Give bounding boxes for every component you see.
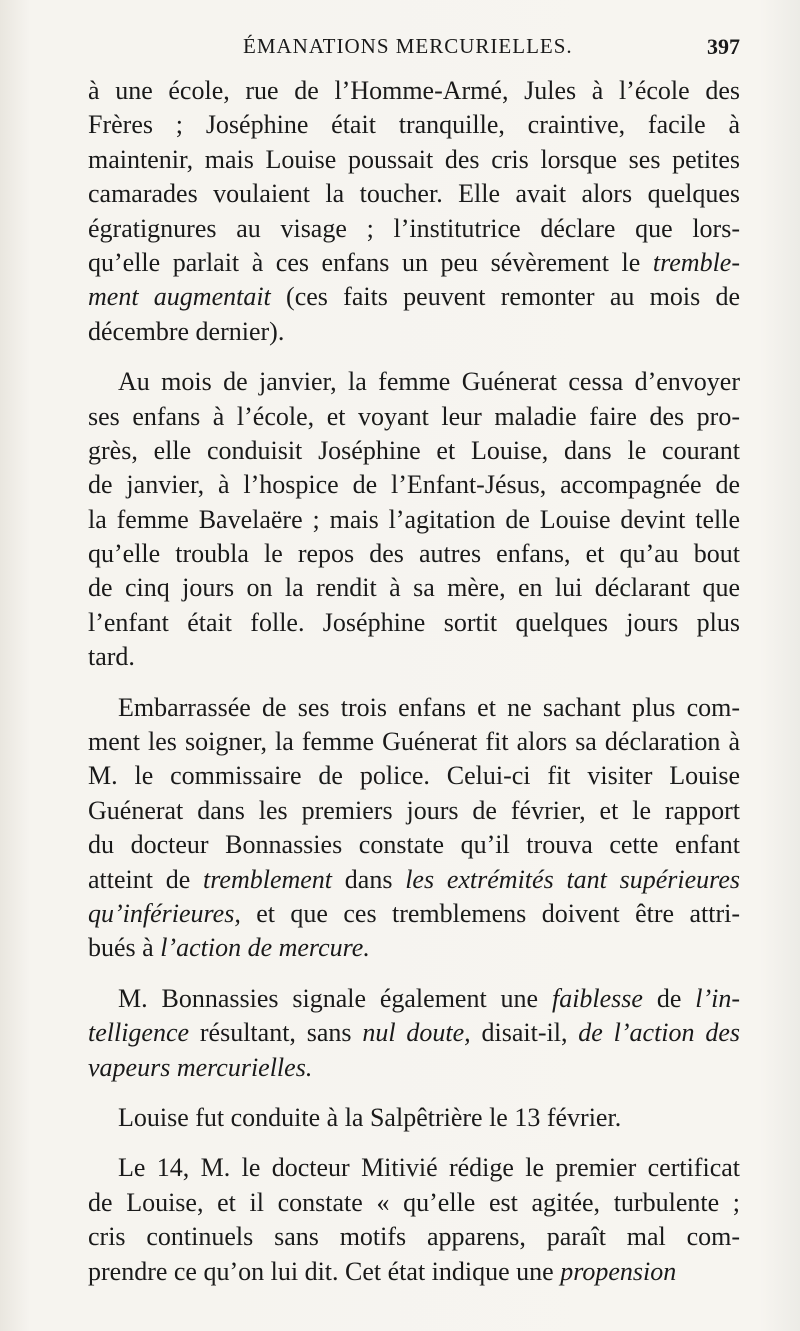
paragraph — [88, 1151, 740, 1289]
text-line — [88, 177, 740, 211]
text-line — [88, 400, 740, 434]
text-line — [88, 691, 740, 725]
text-run: M. Bonnassies signale également une — [118, 983, 552, 1013]
text-line — [88, 108, 740, 142]
text-line — [88, 537, 740, 571]
text-run: qu’elle troubla le repos des autres enfans, et qu’au bout — [88, 539, 740, 569]
text-run: de — [642, 983, 696, 1013]
page-number: 397 — [707, 34, 740, 59]
text-run: et que ces tremblemens doivent être attri- — [240, 898, 740, 928]
text-line — [88, 1101, 740, 1135]
text-run: cris continuels sans motifs apparens, paraît mal com- — [88, 1222, 740, 1252]
text-line — [88, 365, 740, 399]
text-line — [88, 725, 740, 759]
text-line — [88, 280, 740, 314]
paragraph — [88, 74, 740, 349]
text-run: Le 14, M. le docteur Mitivié rédige le premier certificat — [118, 1153, 740, 1183]
paragraph-gap — [88, 1135, 740, 1151]
text-line — [88, 246, 740, 280]
text-run: Guénerat dans les premiers jours de février, et le rapport — [88, 795, 740, 825]
text-run: prendre ce qu’on lui dit. Cet état indique une — [88, 1256, 561, 1286]
text-run: décembre dernier). — [88, 316, 285, 346]
text-line — [88, 143, 740, 177]
running-title: ÉMANATIONS MERCURIELLES. — [243, 34, 573, 58]
italic-text: tremble- — [652, 247, 740, 277]
text-run: l’enfant était folle. Joséphine sortit quelques jours plus — [88, 607, 740, 637]
text-run: bués à — [88, 933, 161, 963]
text-run: de Louise, et il constate « qu’elle est agitée, turbulente ; — [88, 1187, 740, 1217]
text-run: Au mois de janvier, la femme Guénerat cessa d’envoyer — [118, 367, 740, 397]
text-line — [88, 828, 740, 862]
text-line — [88, 503, 740, 537]
paragraph-gap — [88, 349, 740, 365]
paragraph-gap — [88, 1085, 740, 1101]
text-run: résultant, sans — [189, 1018, 363, 1048]
text-line — [88, 1220, 740, 1254]
italic-text: tremblement — [203, 864, 333, 894]
italic-text: propension — [560, 1256, 677, 1286]
text-run: de janvier, à l’hospice de l’Enfant-Jésus, accompagnée de — [88, 470, 740, 500]
text-line — [88, 315, 740, 349]
text-line — [88, 1051, 740, 1085]
text-line — [88, 897, 740, 931]
text-run: Embarrassée de ses trois enfans et ne sachant plus com- — [118, 692, 740, 722]
italic-text: les extrémités tant supérieures — [405, 864, 740, 894]
text-run: tard. — [88, 642, 135, 672]
text-run: dans — [332, 864, 406, 894]
text-line — [88, 74, 740, 108]
text-line — [88, 863, 740, 897]
italic-text: qu’inférieures, — [88, 898, 241, 928]
italic-text: vapeurs mercurielles. — [88, 1052, 313, 1082]
paragraph — [88, 691, 740, 966]
body-text — [88, 74, 740, 1289]
text-run: du docteur Bonnassies constate qu’il trouva cette enfant — [88, 830, 740, 860]
text-run: maintenir, mais Louise poussait des cris lorsque ses petites — [88, 144, 740, 174]
text-line — [88, 1016, 740, 1050]
text-run: la femme Bavelaëre ; mais l’agitation de Louise devint telle — [88, 504, 740, 534]
text-run: M. le commissaire de police. Celui-ci fit visiter Louise — [88, 761, 740, 791]
paragraph-gap — [88, 966, 740, 982]
text-run: atteint de — [88, 864, 204, 894]
paragraph — [88, 1101, 740, 1135]
text-line — [88, 212, 740, 246]
text-line — [88, 434, 740, 468]
text-run: égratignures au visage ; l’institutrice déclare que lors- — [88, 213, 740, 243]
text-line — [88, 1255, 740, 1289]
italic-text: de l’action des — [578, 1018, 741, 1048]
text-run: à une école, rue de l’Homme-Armé, Jules à l’école des — [88, 76, 740, 105]
text-run: qu’elle parlait à ces enfans un peu sévèrement le — [88, 247, 653, 277]
text-line — [88, 571, 740, 605]
text-run: (ces faits peuvent remonter au mois de — [270, 282, 741, 312]
text-line — [88, 640, 740, 674]
text-run: grès, elle conduisit Joséphine et Louise, dans le courant — [88, 435, 740, 465]
text-run: de cinq jours on la rendit à sa mère, en lui déclarant que — [88, 573, 740, 603]
paragraph — [88, 365, 740, 675]
italic-text: l’action de mercure. — [160, 933, 370, 963]
text-line — [88, 794, 740, 828]
paragraph — [88, 982, 740, 1085]
italic-text: nul doute, — [362, 1018, 471, 1048]
italic-text: telligence — [88, 1018, 190, 1048]
text-line — [88, 931, 740, 965]
text-run: disait-il, — [470, 1018, 579, 1048]
text-line — [88, 982, 740, 1016]
text-run: Frères ; Joséphine était tranquille, craintive, facile à — [88, 110, 740, 140]
text-line — [88, 1151, 740, 1185]
text-line — [88, 468, 740, 502]
text-line — [88, 1186, 740, 1220]
italic-text: faiblesse — [551, 983, 643, 1013]
text-run: ses enfans à l’école, et voyant leur maladie faire des pro- — [88, 401, 740, 431]
text-run: Louise fut conduite à la Salpêtrière le 13 février. — [118, 1102, 622, 1132]
text-line — [88, 606, 740, 640]
text-run: camarades voulaient la toucher. Elle avait alors quelques — [88, 179, 740, 209]
page-header — [88, 34, 740, 64]
paragraph-gap — [88, 675, 740, 691]
italic-text: ment augmentait — [88, 282, 271, 312]
text-run: ment les soigner, la femme Guénerat fit alors sa déclaration à — [88, 727, 740, 757]
text-line — [88, 759, 740, 793]
italic-text: l’in- — [695, 983, 741, 1013]
